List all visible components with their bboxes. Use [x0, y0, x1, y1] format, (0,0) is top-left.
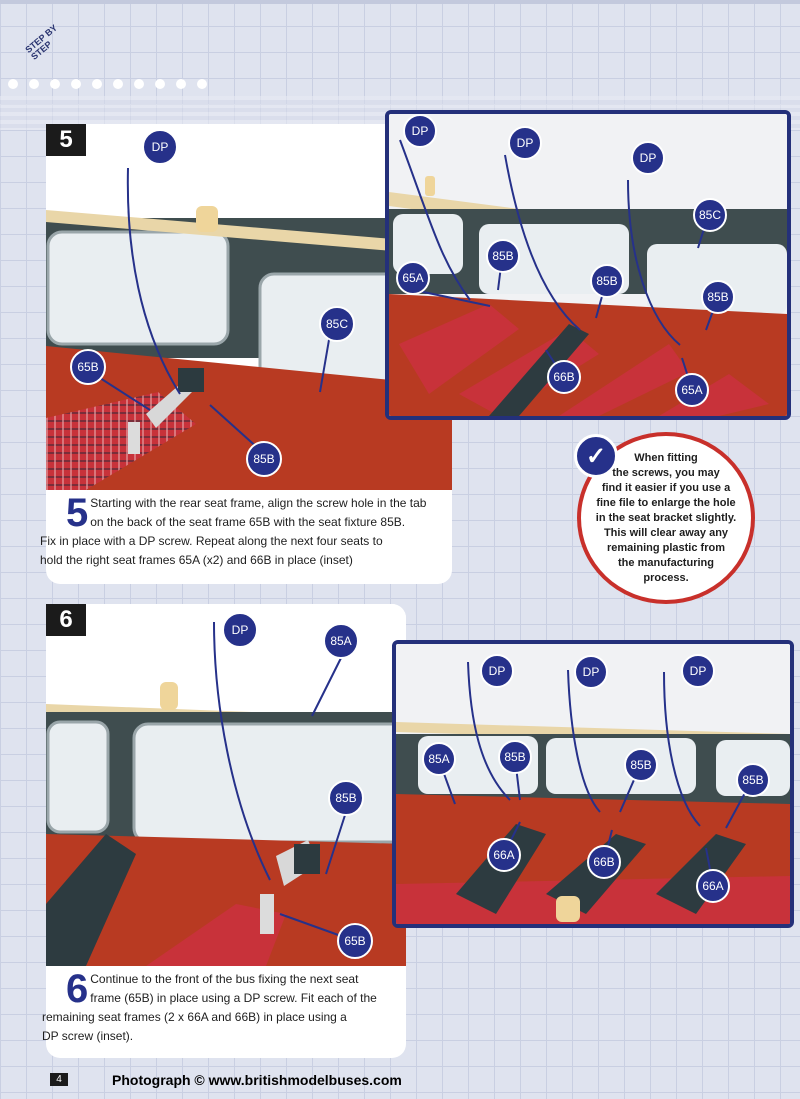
page-number: 4	[50, 1073, 68, 1086]
svg-text:65A: 65A	[402, 271, 424, 285]
svg-text:85A: 85A	[428, 752, 450, 766]
step5-instruction-number: 5	[66, 491, 89, 535]
svg-text:85C: 85C	[698, 208, 722, 222]
svg-text:65B: 65B	[77, 360, 99, 374]
step6-instructions	[42, 967, 402, 1046]
checkmark-icon: ✓	[574, 434, 618, 478]
svg-text:66A: 66A	[493, 848, 515, 862]
svg-text:85B: 85B	[504, 750, 526, 764]
svg-text:85B: 85B	[335, 791, 357, 805]
svg-text:66B: 66B	[593, 855, 615, 869]
svg-text:DP: DP	[231, 623, 249, 637]
step6-instruction-line-1: Continue to the front of the bus fixing the next seat	[90, 972, 359, 986]
tip-line-3: find it easier if you use a	[601, 481, 731, 494]
svg-text:85B: 85B	[742, 773, 764, 787]
step5-instruction-line-3: Fix in place with a DP screw. Repeat along the next four seats to	[40, 534, 383, 548]
tip-line-2: the screws, you may	[612, 466, 720, 479]
svg-text:DP: DP	[151, 140, 169, 154]
tip-line-7: remaining plastic from	[607, 541, 725, 554]
svg-text:85B: 85B	[492, 249, 514, 263]
step6-instruction-line-4: DP screw (inset).	[42, 1029, 134, 1043]
svg-text:85B: 85B	[630, 758, 652, 772]
tip-line-9: process.	[643, 571, 689, 584]
svg-text:85B: 85B	[253, 452, 275, 466]
svg-text:DP: DP	[689, 664, 707, 678]
svg-text:DP: DP	[516, 136, 534, 150]
section-label: STEP BY STEP	[23, 22, 60, 62]
tip-line-4: fine file to enlarge the hole	[596, 496, 736, 509]
tip-line-1: When fitting	[634, 451, 698, 464]
step5-instruction-line-4: hold the right seat frames 65A (x2) and 66B in place (inset)	[40, 553, 353, 567]
step5-instruction-line-2: on the back of the seat frame 65B with the seat fixture 85B.	[90, 515, 406, 529]
svg-text:85B: 85B	[596, 274, 618, 288]
step5-badge: 5	[46, 124, 86, 156]
svg-text:85C: 85C	[325, 317, 349, 331]
svg-text:DP: DP	[411, 124, 429, 138]
step5-instruction-line-1: Starting with the rear seat frame, align the screw hole in the tab	[90, 496, 427, 510]
step6-instruction-line-3: remaining seat frames (2 x 66A and 66B) in place using a	[42, 1010, 347, 1024]
svg-text:65B: 65B	[344, 934, 366, 948]
step6-badge: 6	[46, 604, 86, 636]
tip-line-5: in the seat bracket slightly.	[595, 511, 737, 524]
svg-text:66B: 66B	[553, 370, 575, 384]
photo-credit: Photograph © www.britishmodelbuses.com	[112, 1072, 402, 1088]
svg-text:85A: 85A	[330, 634, 352, 648]
svg-text:DP: DP	[582, 665, 600, 679]
svg-text:65A: 65A	[681, 383, 703, 397]
svg-text:66A: 66A	[702, 879, 724, 893]
tip-line-6: This will clear away any	[603, 526, 729, 539]
step6-instruction-number: 6	[66, 967, 89, 1011]
tip-line-8: the manufacturing	[618, 556, 714, 569]
svg-text:DP: DP	[488, 664, 506, 678]
step6-instruction-line-2: frame (65B) in place using a DP screw. Fit each of the	[90, 991, 377, 1005]
svg-text:DP: DP	[639, 151, 657, 165]
svg-text:85B: 85B	[707, 290, 729, 304]
